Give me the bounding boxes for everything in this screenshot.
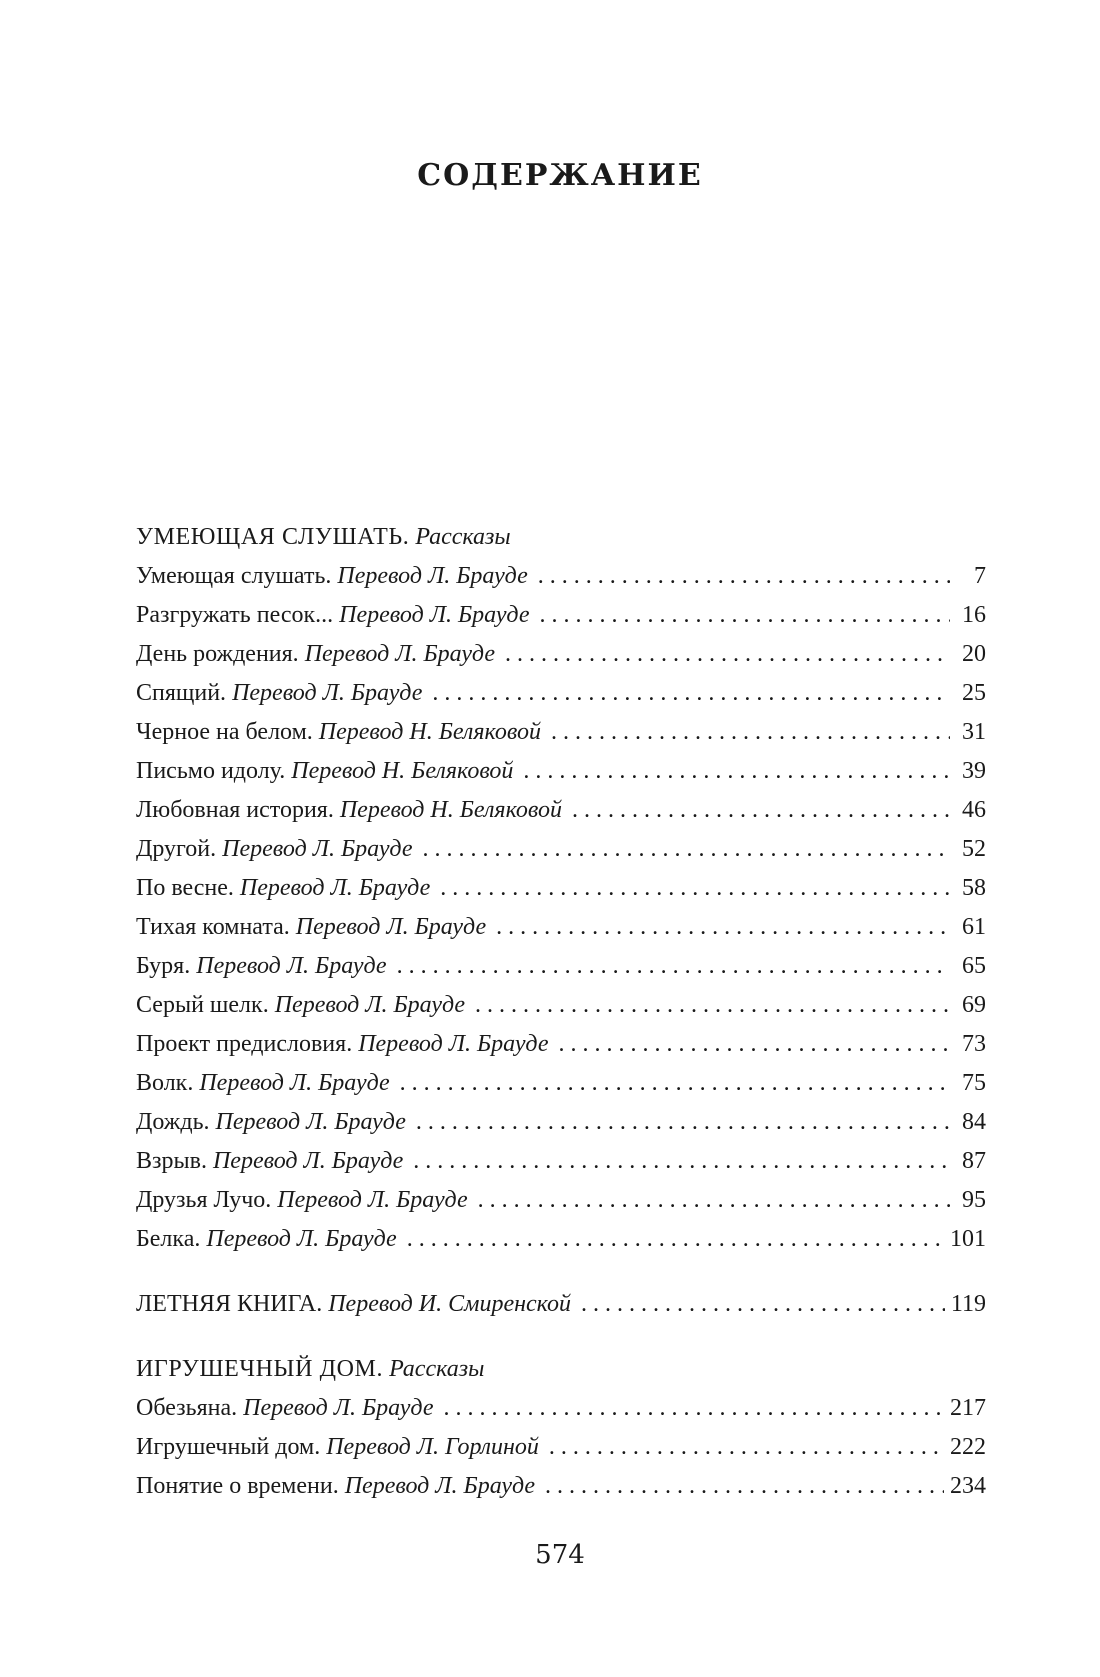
entry-title-text: Проект предисловия. (136, 1031, 353, 1057)
entry-title-text: По весне. (136, 875, 234, 901)
entry-title-text: Разгружать песок... (136, 602, 334, 628)
toc-entry[interactable] (136, 947, 986, 986)
entry-title (136, 1064, 390, 1103)
entry-page: 20 (962, 641, 986, 667)
entry-title (136, 1142, 403, 1181)
entry-title-text: Серый шелк. (136, 992, 269, 1018)
leader-dots (478, 1181, 950, 1220)
toc-entry[interactable] (136, 752, 986, 791)
entry-page: 222 (950, 1434, 986, 1460)
toc-entry[interactable] (136, 908, 986, 947)
leader-dots (581, 1285, 945, 1324)
entry-title (136, 1103, 406, 1142)
toc-entry[interactable] (136, 713, 986, 752)
entry-translator: Перевод Л. Брауде (304, 641, 496, 667)
entry-page: 39 (962, 758, 986, 784)
entry-title (136, 1025, 549, 1064)
entry-title (136, 596, 529, 635)
entry-title-text: Дождь. (136, 1109, 210, 1135)
toc-entry[interactable] (136, 869, 986, 908)
entry-title-text: Волк. (136, 1070, 194, 1096)
entry-translator: Перевод Л. Брауде (212, 1148, 404, 1174)
page-title: СОДЕРЖАНИЕ (417, 158, 703, 193)
entry-translator: Перевод Л. Горлиной (326, 1434, 539, 1460)
leader-dots (549, 1428, 944, 1467)
entry-translator: Перевод Л. Брауде (222, 836, 413, 862)
entry-translator: Перевод Л. Брауде (358, 1031, 549, 1057)
entry-translator: Перевод Л. Брауде (339, 602, 530, 628)
section-heading (136, 1350, 986, 1389)
toc-entry[interactable] (136, 1181, 986, 1220)
leader-dots (572, 791, 950, 830)
entry-title-text: Черное на белом. (136, 719, 313, 745)
entry-translator: Перевод И. Смиренской (328, 1291, 571, 1317)
entry-page: 7 (974, 563, 986, 589)
entry-title (136, 557, 528, 596)
entry-page: 31 (962, 719, 986, 745)
entry-translator: Перевод Л. Брауде (344, 1473, 536, 1499)
toc-entry[interactable] (136, 1220, 986, 1259)
toc-entry[interactable] (136, 1389, 986, 1428)
toc-entry[interactable] (136, 635, 986, 674)
entry-translator: Перевод Н. Беляковой (339, 797, 562, 823)
entry-title (136, 830, 412, 869)
entry-translator: Перевод Л. Брауде (239, 875, 431, 901)
entry-title-text: Белка. (136, 1226, 201, 1252)
toc-entry[interactable] (136, 986, 986, 1025)
leader-dots (432, 674, 950, 713)
entry-page: 58 (962, 875, 986, 901)
entry-translator: Перевод Н. Беляковой (291, 758, 514, 784)
page-number: 574 (535, 1540, 585, 1570)
entry-page: 25 (962, 680, 986, 706)
section-title: ЛЕТНЯЯ КНИГА. (136, 1291, 323, 1317)
entry-title (136, 1467, 535, 1506)
entry-title (136, 1220, 397, 1259)
entry-title (136, 869, 430, 908)
leader-dots (545, 1467, 944, 1506)
entry-title-text: Взрыв. (136, 1148, 207, 1174)
leader-dots (440, 869, 950, 908)
section-title: УМЕЮЩАЯ СЛУШАТЬ. (136, 524, 410, 550)
entry-translator: Перевод Л. Брауде (232, 680, 423, 706)
entry-page: 119 (950, 1291, 986, 1317)
entry-page: 101 (950, 1226, 986, 1252)
entry-page: 73 (962, 1031, 986, 1057)
entry-translator: Перевод Н. Беляковой (318, 719, 541, 745)
leader-dots (551, 713, 950, 752)
entry-title-text: Буря. (136, 953, 191, 979)
section-genre: Рассказы (415, 524, 511, 550)
leader-dots (397, 947, 950, 986)
toc-section-listening (136, 518, 986, 1259)
entry-page: 87 (962, 1148, 986, 1174)
entry-translator: Перевод Л. Брауде (199, 1070, 390, 1096)
entry-title-text: Умеющая слушать. (136, 563, 332, 589)
entry-page: 75 (962, 1070, 986, 1096)
entry-title-text: Понятие о времени. (136, 1473, 339, 1499)
entry-title (136, 791, 562, 830)
entry-title-text: Письмо идолу. (136, 758, 286, 784)
entry-title (136, 1389, 433, 1428)
leader-dots (475, 986, 950, 1025)
entry-page: 84 (962, 1109, 986, 1135)
toc-entry[interactable] (136, 596, 986, 635)
entry-title (136, 674, 422, 713)
leader-dots (400, 1064, 950, 1103)
leader-dots (538, 557, 950, 596)
leader-dots (539, 596, 950, 635)
table-of-contents (136, 518, 986, 1506)
section-title: ИГРУШЕЧНЫЙ ДОМ. (136, 1356, 384, 1382)
toc-entry[interactable] (136, 557, 986, 596)
leader-dots (413, 1142, 950, 1181)
entry-translator: Перевод Л. Брауде (243, 1395, 434, 1421)
toc-entry[interactable] (136, 830, 986, 869)
entry-page: 61 (962, 914, 986, 940)
entry-title-text: Игрушечный дом. (136, 1434, 321, 1460)
entry-translator: Перевод Л. Брауде (337, 563, 528, 589)
entry-title (136, 947, 387, 986)
toc-entry[interactable] (136, 1103, 986, 1142)
entry-title (136, 1428, 539, 1467)
entry-title (136, 1285, 571, 1324)
toc-entry[interactable] (136, 1467, 986, 1506)
entry-title (136, 908, 486, 947)
entry-title-text: Спящий. (136, 680, 227, 706)
entry-page: 65 (962, 953, 986, 979)
entry-title-text: Друзья Лучо. (136, 1187, 272, 1213)
entry-title-text: Тихая комната. (136, 914, 290, 940)
entry-title (136, 635, 495, 674)
entry-title-text: Обезьяна. (136, 1395, 238, 1421)
entry-translator: Перевод Л. Брауде (295, 914, 487, 940)
entry-page: 217 (950, 1395, 986, 1421)
toc-entry[interactable] (136, 791, 986, 830)
leader-dots (443, 1389, 944, 1428)
toc-entry[interactable] (136, 1142, 986, 1181)
entry-page: 234 (950, 1473, 986, 1499)
leader-dots (422, 830, 950, 869)
leader-dots (407, 1220, 944, 1259)
leader-dots (559, 1025, 950, 1064)
toc-entry[interactable] (136, 674, 986, 713)
leader-dots (505, 635, 950, 674)
entry-page: 69 (962, 992, 986, 1018)
toc-entry[interactable] (136, 1064, 986, 1103)
section-genre: Рассказы (389, 1356, 485, 1382)
entry-page: 16 (962, 602, 986, 628)
entry-title-text: День рождения. (136, 641, 299, 667)
entry-translator: Перевод Л. Брауде (196, 953, 387, 979)
entry-page: 52 (962, 836, 986, 862)
entry-translator: Перевод Л. Брауде (215, 1109, 406, 1135)
entry-translator: Перевод Л. Брауде (206, 1226, 397, 1252)
entry-title (136, 713, 541, 752)
entry-title (136, 986, 465, 1025)
entry-title-text: Любовная история. (136, 797, 334, 823)
toc-entry[interactable] (136, 1025, 986, 1064)
entry-page: 95 (962, 1187, 986, 1213)
entry-title (136, 1181, 468, 1220)
leader-dots (523, 752, 950, 791)
entry-translator: Перевод Л. Брауде (274, 992, 466, 1018)
leader-dots (416, 1103, 950, 1142)
entry-title (136, 752, 513, 791)
entry-translator: Перевод Л. Брауде (277, 1187, 468, 1213)
toc-section-toy-house (136, 1350, 986, 1506)
toc-section-summer-book (136, 1285, 986, 1324)
leader-dots (496, 908, 950, 947)
toc-entry[interactable] (136, 1285, 986, 1324)
section-heading (136, 518, 986, 557)
toc-entry[interactable] (136, 1428, 986, 1467)
entry-title-text: Другой. (136, 836, 217, 862)
entry-page: 46 (962, 797, 986, 823)
